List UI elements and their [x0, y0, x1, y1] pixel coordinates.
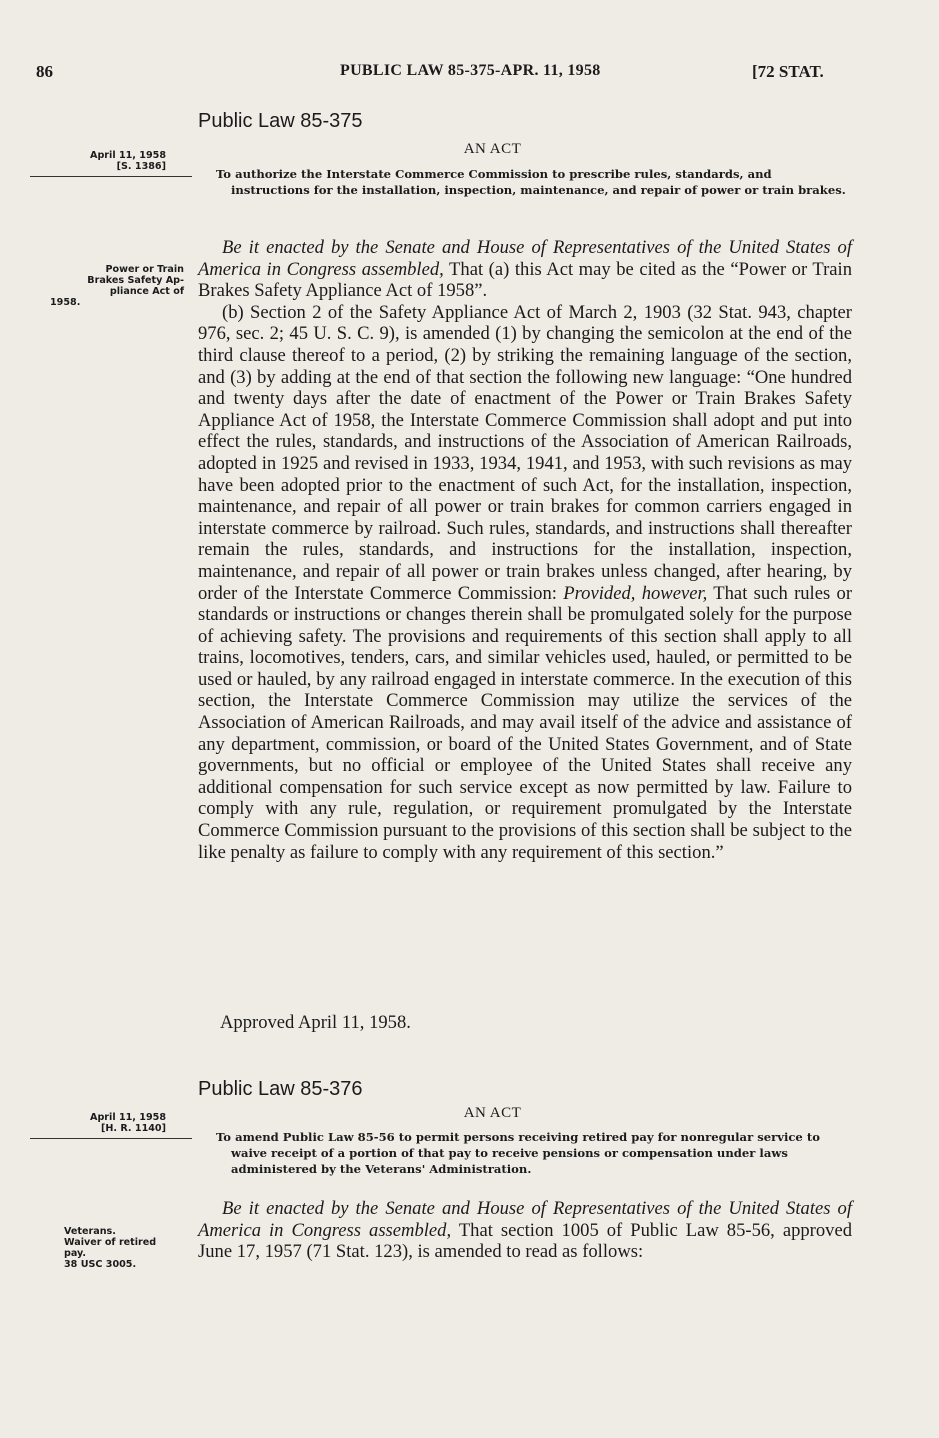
page-number: 86: [36, 62, 53, 81]
enacting-clause: Be it enacted by the Senate and House of Representatives of the United States of America in Congress assembled,: [198, 1198, 852, 1241]
act-purpose: To amend Public Law 85-56 to permit persons receiving retired pay for nonregular service to waive receipt of a portion of that pay to receive pensions or compensation under laws administered by the Veterans' Administration.: [216, 1130, 820, 1176]
margin-date: [40, 150, 166, 172]
section-b-part1: (b) Section 2 of the Safety Appliance Act of March 2, 1903 (32 Stat. 943, chapter 976, sec. 2; 45 U. S. C. 9), is amended (1) by changing the semicolon at the end of the third clause thereof to a period, (2) by striking the remaining language of the section, and (3) by adding at the end of that section the following new language: “One hundred and twenty days after the date of enactment of the Power or Train Brakes Safety Appliance Act of 1958, the Interstate Commerce Commission shall adopt and put into effect the rules, standards, and instructions of the Association of American Railroads, adopted in 1925 and revised in 1933, 1934, 1941, and 1953, with such revisions as may have been adopted prior to the enactment of such Act, for the installation, inspection, maintenance, and repair of all power or train brakes for common carriers engaged in interstate commerce by railroad. Such rules, standards, and instructions shall thereafter remain the rules, standards, and instructions for the installation, inspection, maintenance, and repair of all power or train brakes unless changed, after hearing, by order of the Interstate Commerce Commission:: [198, 301, 852, 604]
margin-bill-number: [S. 1386]: [116, 161, 166, 172]
an-act-heading: AN ACT: [463, 141, 522, 157]
section-text: That section 1005 of Public Law 85-56, approved June 17, 1957 (71 Stat. 123), is amended to read as follows:: [198, 1219, 853, 1263]
law-body: [198, 237, 852, 863]
margin-date-line: April 11, 1958: [90, 150, 166, 161]
running-title: PUBLIC LAW 85-375-APR. 11, 1958: [340, 62, 601, 79]
law-body: [198, 1198, 852, 1263]
enacting-clause: Be it enacted by the Senate and House of Representatives of the United States of America in Congress assembled,: [198, 237, 852, 280]
approval-date: Approved April 11, 1958.: [220, 1012, 411, 1033]
margin-rule: [30, 1138, 192, 1139]
margin-date: [40, 1112, 166, 1134]
page-header: [0, 62, 939, 86]
margin-note-line: Veterans.: [64, 1226, 116, 1237]
margin-note-line: pay.: [64, 1248, 87, 1259]
statute-volume: [72 STAT.: [752, 62, 824, 81]
margin-short-title-line: pliance Act of: [109, 286, 184, 297]
an-act-heading: AN ACT: [463, 1105, 522, 1121]
margin-short-title-line: Power or Train: [105, 264, 184, 275]
margin-note-line: Waiver of retired: [64, 1237, 157, 1248]
section-a: That (a) this Act may be cited as the “Power or Train Brakes Safety Appliance Act of 1958”.: [198, 258, 853, 302]
margin-short-title: [50, 264, 184, 308]
margin-rule: [30, 176, 192, 177]
margin-note-line: 38 USC 3005.: [64, 1259, 137, 1270]
act-purpose: To authorize the Interstate Commerce Commission to prescribe rules, standards, and instructions for the installation, inspection, maintenance, and repair of power or train brakes.: [216, 167, 846, 197]
margin-note-veterans: [64, 1226, 188, 1270]
margin-short-title-line: 1958.: [50, 297, 81, 308]
law-title: Public Law 85-376: [198, 1078, 363, 1100]
margin-bill-number: [H. R. 1140]: [100, 1123, 166, 1134]
proviso: Provided, however,: [563, 582, 708, 604]
law-title: Public Law 85-375: [198, 110, 363, 132]
margin-short-title-line: Brakes Safety Ap-: [87, 275, 184, 286]
margin-date-line: April 11, 1958: [90, 1112, 166, 1123]
section-b-part2: That such rules or standards or instructions or changes therein shall be promulgated solely for the purpose of achieving safety. The provisions and requirements of this section shall apply to all trains, locomotives, tenders, cars, and similar vehicles used, hauled, or permitted to be used or hauled, by any railroad engaged in interstate commerce. In the execution of this section, the Interstate Commerce Commission may utilize the services of the Association of American Railroads, and may avail itself of the advice and assistance of any department, commission, or board of the United States Government, and of State governments, but no official or employee of the United States shall receive any additional compensation for such service except as now permitted by law. Failure to comply with any rule, regulation, or requirement promulgated by the Interstate Commerce Commission pursuant to the provisions of this section shall be subject to the like penalty as failure to comply with any requirement of this section.”: [198, 582, 853, 863]
